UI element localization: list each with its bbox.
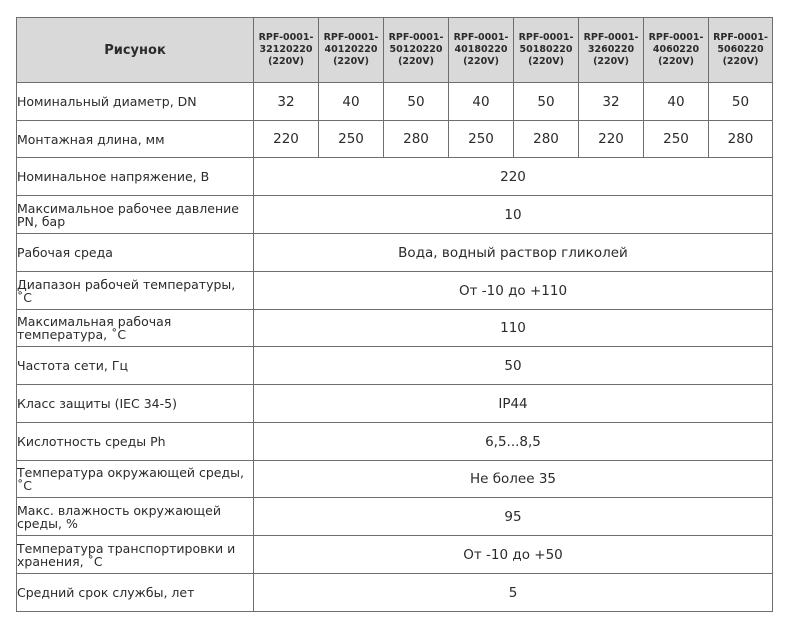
merged-cell: 110	[254, 310, 773, 347]
merged-cell: 10	[254, 196, 773, 234]
merged-cell: Не более 35	[254, 461, 773, 498]
model-line: (220V)	[658, 56, 694, 67]
table-row	[17, 196, 773, 234]
model-line: RPF-0001-	[323, 32, 379, 43]
header-model-3	[384, 18, 449, 83]
model-line: RPF-0001-	[453, 32, 509, 43]
table-cell: 220	[254, 121, 319, 158]
table-row	[17, 347, 773, 385]
table-row	[17, 272, 773, 310]
model-line: (220V)	[268, 56, 304, 67]
model-line: RPF-0001-	[518, 32, 574, 43]
merged-cell: Вода, водный раствор гликолей	[254, 234, 773, 272]
table-cell: 32	[579, 83, 644, 121]
merged-cell: От -10 до +50	[254, 536, 773, 574]
model-line: (220V)	[398, 56, 434, 67]
row-label: Максимальная рабочая температура, ˚С	[17, 310, 254, 347]
model-line: 50120220	[389, 44, 443, 55]
row-label: Рабочая среда	[17, 234, 254, 272]
model-line: RPF-0001-	[258, 32, 314, 43]
table-cell: 40	[319, 83, 384, 121]
table-row	[17, 158, 773, 196]
table-cell: 280	[709, 121, 773, 158]
row-label: Номинальный диаметр, DN	[17, 83, 254, 121]
table-cell: 32	[254, 83, 319, 121]
header-model-4	[449, 18, 514, 83]
table-row	[17, 536, 773, 574]
row-label: Максимальное рабочее давление PN, бар	[17, 196, 254, 234]
model-line: 40120220	[324, 44, 378, 55]
spec-table	[16, 17, 773, 612]
merged-cell: От -10 до +110	[254, 272, 773, 310]
table-cell: 220	[579, 121, 644, 158]
table-cell: 250	[449, 121, 514, 158]
table-cell: 250	[319, 121, 384, 158]
row-label: Частота сети, Гц	[17, 347, 254, 385]
table-cell: 280	[384, 121, 449, 158]
table-row	[17, 121, 773, 158]
row-label: Диапазон рабочей температуры, ˚С	[17, 272, 254, 310]
merged-cell: 6,5...8,5	[254, 423, 773, 461]
row-label: Температура транспортировки и хранения, ˚С	[17, 536, 254, 574]
merged-cell: 50	[254, 347, 773, 385]
table-row	[17, 83, 773, 121]
table-row	[17, 461, 773, 498]
model-line: RPF-0001-	[713, 32, 768, 43]
table-row	[17, 498, 773, 536]
table-cell: 50	[514, 83, 579, 121]
table-row	[17, 423, 773, 461]
table-header-row	[17, 18, 773, 83]
table-row	[17, 234, 773, 272]
merged-cell: IP44	[254, 385, 773, 423]
header-model-1	[254, 18, 319, 83]
row-label: Температура окружающей среды, ˚С	[17, 461, 254, 498]
row-label: Кислотность среды Ph	[17, 423, 254, 461]
row-label: Класс защиты (IEC 34-5)	[17, 385, 254, 423]
model-line: (220V)	[593, 56, 629, 67]
row-label: Номинальное напряжение, В	[17, 158, 254, 196]
table-row	[17, 574, 773, 612]
model-line: RPF-0001-	[648, 32, 704, 43]
model-line: 32120220	[259, 44, 313, 55]
model-line: 4060220	[652, 44, 700, 55]
model-line: 40180220	[454, 44, 508, 55]
merged-cell: 95	[254, 498, 773, 536]
header-model-7	[644, 18, 709, 83]
model-line: (220V)	[333, 56, 369, 67]
model-line: (220V)	[722, 56, 759, 67]
merged-cell: 5	[254, 574, 773, 612]
table-cell: 40	[644, 83, 709, 121]
header-model-8	[709, 18, 773, 83]
table-cell: 280	[514, 121, 579, 158]
table-cell: 250	[644, 121, 709, 158]
model-line: RPF-0001-	[583, 32, 639, 43]
table-cell: 50	[709, 83, 773, 121]
row-label: Монтажная длина, мм	[17, 121, 254, 158]
model-line: 50180220	[519, 44, 573, 55]
header-model-5	[514, 18, 579, 83]
table-row	[17, 310, 773, 347]
header-first-cell: Рисунок	[17, 18, 254, 83]
model-line: 3260220	[587, 44, 635, 55]
model-line: (220V)	[463, 56, 499, 67]
table-cell: 40	[449, 83, 514, 121]
model-line: (220V)	[528, 56, 564, 67]
header-model-2	[319, 18, 384, 83]
table-row	[17, 385, 773, 423]
table-cell: 50	[384, 83, 449, 121]
row-label: Средний срок службы, лет	[17, 574, 254, 612]
row-label: Макс. влажность окружающей среды, %	[17, 498, 254, 536]
model-line: 5060220	[717, 44, 764, 55]
merged-cell: 220	[254, 158, 773, 196]
model-line: RPF-0001-	[388, 32, 444, 43]
header-model-6	[579, 18, 644, 83]
